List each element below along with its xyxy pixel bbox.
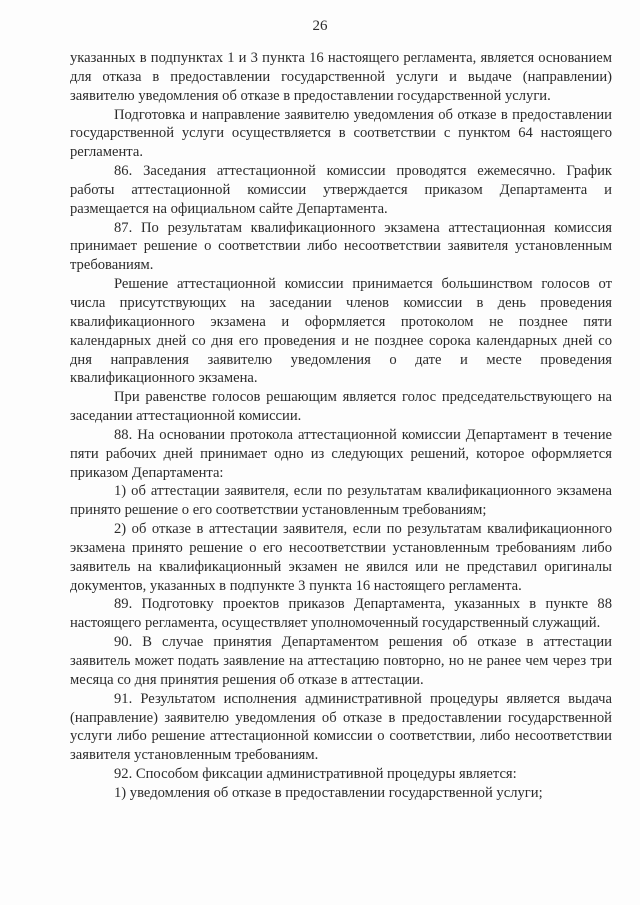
page-number: 26 [312, 18, 328, 34]
paragraph: Решение аттестационной комиссии принимается большинством голосов от числа присутствующих на заседании членов комиссии в день проведения квалификационного экзамена и оформляется протоколом не позднее пяти календарных дней со дня его проведения и не позднее сорока календарных дней со дня направления заявителю уведомления о дате и месте проведения квалификационного экзамена. [70, 276, 612, 387]
paragraph: 86. Заседания аттестационной комиссии проводятся ежемесячно. График работы аттестационной комиссии утверждается приказом Департамента и размещается на официальном сайте Департамента. [70, 163, 612, 217]
paragraph: 89. Подготовку проектов приказов Департамента, указанных в пункте 88 настоящего регламента, осуществляет уполномоченный государственный служащий. [70, 596, 612, 632]
paragraph: При равенстве голосов решающим является голос председательствующего на заседании аттестационной комиссии. [70, 389, 612, 425]
paragraph: 92. Способом фиксации административной процедуры является: [114, 766, 517, 783]
document-body [70, 49, 612, 803]
paragraph: 1) об аттестации заявителя, если по результатам квалификационного экзамена принято решение о его соответствии установленным требованиям; [70, 483, 612, 519]
paragraph: 90. В случае принятия Департаментом решения об отказе в аттестации заявитель может подать заявление на аттестацию повторно, но не ранее чем через три месяца со дня принятия решения об отказе в аттестации. [70, 634, 612, 688]
paragraph: Подготовка и направление заявителю уведомления об отказе в предоставлении государственной услуги осуществляется в соответствии с пунктом 64 настоящего регламента. [70, 106, 612, 161]
paragraph: 1) уведомления об отказе в предоставлении государственной услуги; [114, 784, 543, 801]
paragraph: 87. По результатам квалификационного экзамена аттестационная комиссия принимает решение о соответствии либо несоответствии заявителя установленным требованиям. [70, 219, 612, 274]
paragraph: указанных в подпунктах 1 и 3 пункта 16 настоящего регламента, является основанием для отказа в предоставлении государственной услуги и выдаче (направлении) заявителю уведомления об отказе в предоставлении государственной услуги. [70, 50, 612, 104]
paragraph: 91. Результатом исполнения административной процедуры является выдача (направление) заявителю уведомления об отказе в предоставлении государственной услуги либо решение аттестационной комиссии о соответствии, либо несоответствии заявителя установленным требованиям. [70, 690, 612, 764]
paragraph: 2) об отказе в аттестации заявителя, если по результатам квалификационного экзамена принято решение о его несоответствии установленным требованиям либо заявитель на квалификационный экзамен не явился или не представил оригиналы документов, указанных в подпункте 3 пункта 16 настоящего регламента. [70, 521, 612, 594]
paragraph: 88. На основании протокола аттестационной комиссии Департамент в течение пяти рабочих дней принимает одно из следующих решений, которое оформляется приказом Департамента: [70, 426, 612, 481]
